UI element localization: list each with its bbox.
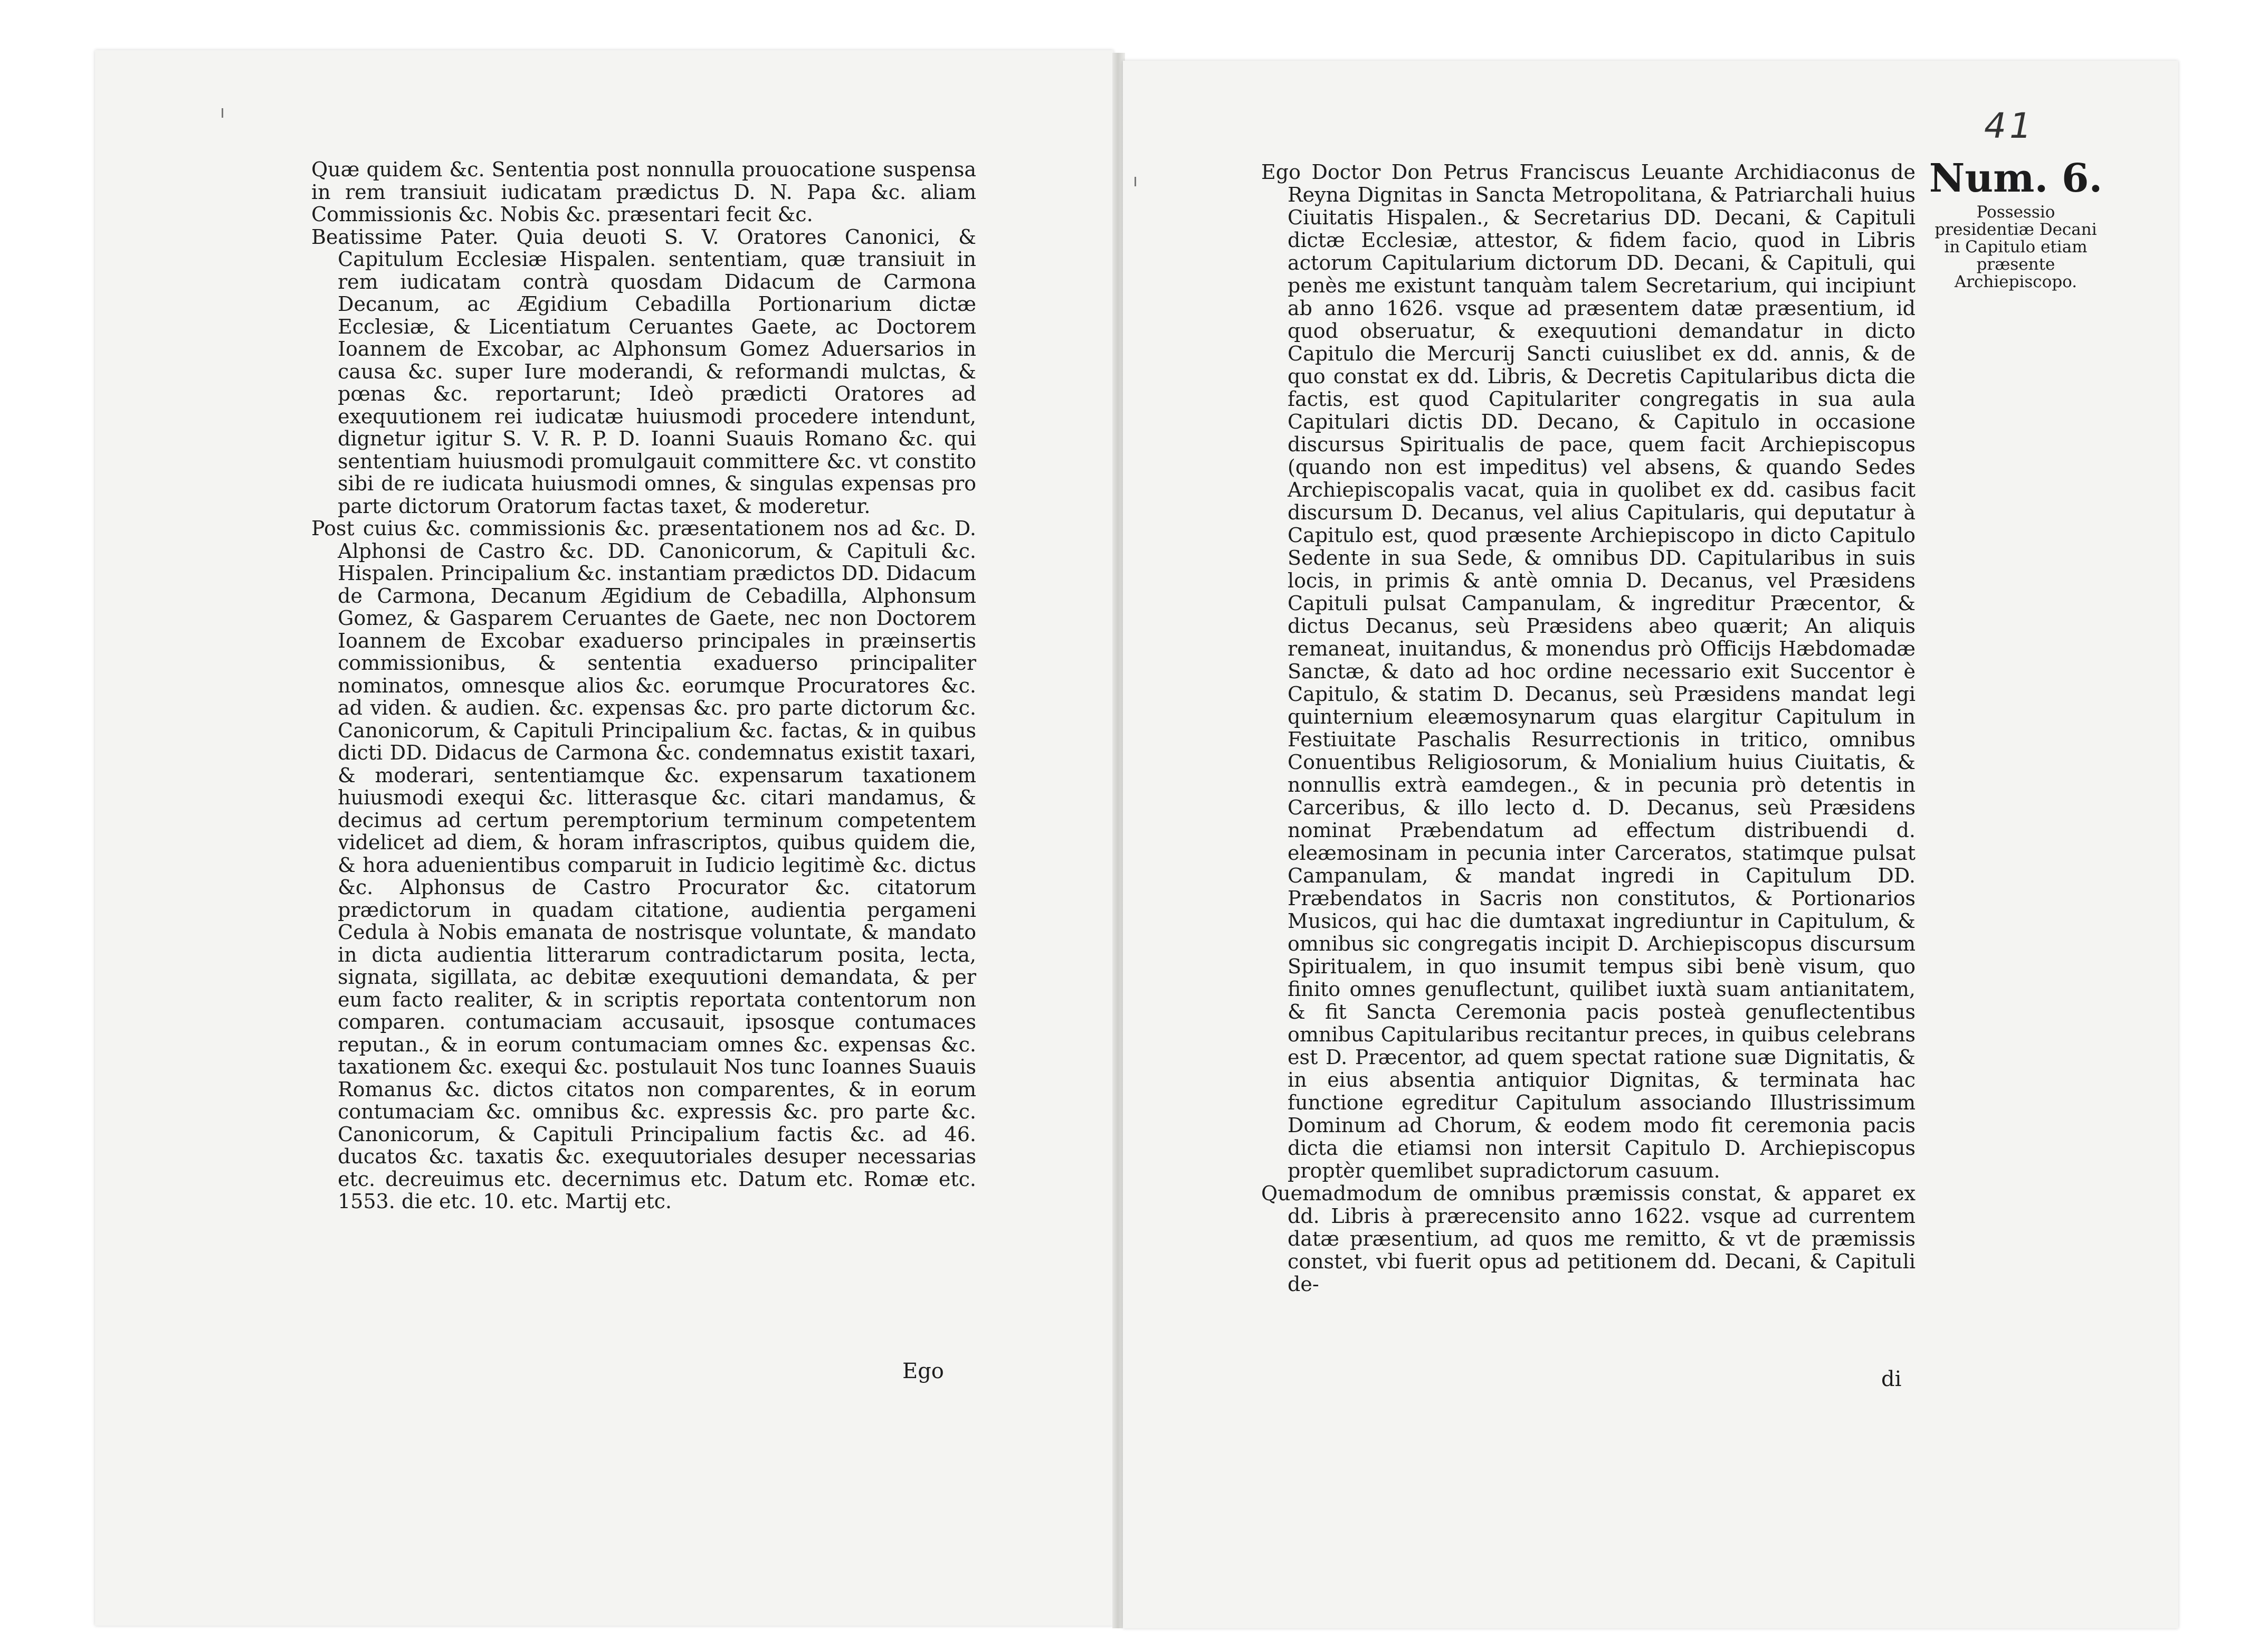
- folio-number: 41: [1984, 106, 2035, 146]
- right-paragraph-2: Quemadmodum de omnibus præmissis constat, & apparet ex dd. Libris à prærecensito anno 1622. vsque ad currentem datæ præsentium, ad quos me remitto, & vt de præmissis constet, vbi fuerit opus ad petitionem dd. Decani, & Capituli de-: [1261, 1182, 1916, 1296]
- right-text-column: [1261, 161, 1916, 1296]
- left-text-column: [311, 158, 976, 1213]
- page-mark: [1135, 177, 1136, 186]
- margin-note: [1929, 157, 2103, 291]
- left-catchword: Ego: [902, 1359, 944, 1383]
- right-paragraph-1: Ego Doctor Don Petrus Franciscus Leuante Archidiaconus de Reyna Dignitas in Sancta Metropolitana, & Patriarchali huius Ciuitatis Hispalen., & Secretarius DD. Decani, & Capituli dictæ Ecclesiæ, attestor, & fidem facio, quod in Libris actorum Capitularium dictorum DD. Decani, & Capituli, qui penès me existunt tanquàm talem Secretarium, qui incipiunt ab anno 1626. vsque ad præsentem datæ præsentium, id quod obseruatur, & exequutioni demandatur in dicto Capitulo die Mercurij Sancti cuiuslibet ex dd. annis, & de quo constat ex dd. Libris, & Decretis Capitularibus dicta die factis, est quod Capitulariter congregatis in sua aula Capitulari dictis DD. Decano, & Capitulo in occasione discursus Spiritualis de pace, quem facit Archiepiscopus (quando non est impeditus) vel absens, & quando Sedes Archiepiscopalis vacat, quia in quolibet ex dd. casibus facit discursum D. Decanus, vel alius Capitularis, qui deputatur à Capitulo est, quod præsente Archiepiscopo in dicto Capitulo Sedente in sua Sede, & omnibus DD. Capitularibus in suis locis, in primis & antè omnia D. Decanus, vel Præsidens Capituli pulsat Campanulam, & ingreditur Præcentor, & dictus Decanus, seù Præsidens abeo quærit; An aliquis remaneat, inuitandus, & monendus prò Officijs Hæbdomadæ Sanctæ, & dato ad hoc ordine necessario exit Succentor è Capitulo, & statim D. Decanus, seù Præsidens mandat legi quinternium eleæmosynarum quas elargitur Capitulum in Festiuitate Paschalis Resurrectionis in tritico, omnibus Conuentibus Religiosorum, & Monialium huius Ciuitatis, & nonnullis extrà eamdegen., & in pecunia prò detentis in Carceribus, & illo lecto d. D. Decanus, seù Præsidens nominat Præbendatum ad effectum distribuendi d. eleæmosinam in pecunia inter Carceratos, statimque pulsat Campanulam, & mandat ingredi in Capitulum DD. Præbendatos in Sacris non constitutos, & Portionarios Musicos, qui hac die dumtaxat ingrediuntur in Capitulum, & omnibus sic congregatis incipit D. Archiepiscopus discursum Spiritualem, in quo insumit tempus sibi benè visum, quo finito omnes genuflectunt, quilibet iuxtà suam antianitatem, & fit Sancta Ceremonia pacis posteà genuflectentibus omnibus Capitularibus recitantur preces, in quibus celebrans est D. Præcentor, ad quem spectat ratione suæ Dignitatis, & in eius absentia antiquior Dignitas, & terminata hac functione egreditur Capitulum associando Illustrissimum Dominum ad Chorum, & eodem modo fit ceremonia pacis dicta die etiamsi non intersit Capitulo D. Archiepiscopus proptèr quemlibet supradictorum casuum.: [1261, 160, 1916, 1182]
- left-paragraph-2: Beatissime Pater. Quia deuoti S. V. Oratores Canonici, & Capitulum Ecclesiæ Hispalen. sententiam, quæ transiuit in rem iudicatam contrà quosdam Didacum de Carmona Decanum, ac Ægidium Cebadilla Portionarium dictæ Ecclesiæ, & Licentiatum Ceruantes Gaete, ac Doctorem Ioannem de Excobar, ac Alphonsum Gomez Aduersarios in causa &c. super Iure moderandi, & reformandi mulctas, & pœnas &c. reportarunt; Ideò prædicti Oratores ad exequutionem rei iudicatæ huiusmodi procedere intendunt, dignetur igitur S. V. R. P. D. Ioanni Suauis Romano &c. qui sententiam huiusmodi promulgauit committere &c. vt constito sibi de re iudicata huiusmodi omnes, & singulas expensas pro parte dictorum Oratorum factas taxet, & moderetur.: [311, 225, 976, 518]
- left-paragraph-1: Quæ quidem &c. Sententia post nonnulla prouocatione suspensa in rem transiuit iudicatam prædictus D. N. Papa &c. aliam Commissionis &c. Nobis &c. præsentari fecit &c.: [311, 158, 976, 226]
- page-mark: [222, 108, 223, 118]
- left-paragraph-3: Post cuius &c. commissionis &c. præsentationem nos ad &c. D. Alphonsi de Castro &c. DD. Canonicorum, & Capituli &c. Hispalen. Principalium &c. instantiam prædictos DD. Didacum de Carmona, Decanum Ægidium de Cebadilla, Alphonsum Gomez, & Gasparem Ceruantes de Gaete, nec non Doctorem Ioannem de Excobar exaduerso principales in præinsertis commissionibus, & sententia exaduerso principaliter nominatos, omnesque alios &c. eorumque Procuratores &c. ad viden. & audien. &c. expensas &c. pro parte dictorum &c. Canonicorum, & Capituli Principalium &c. factas, & in quibus dicti DD. Didacus de Carmona &c. condemnatus existit taxari, & moderari, sententiamque &c. expensarum taxationem huiusmodi exequi &c. litterasque &c. citari mandamus, & decimus ad certum peremptorium terminum competentem videlicet ad diem, & horam infrascriptos, quibus quidem die, & hora aduenientibus comparuit in Iudicio legitimè &c. dictus &c. Alphonsus de Castro Procurator &c. citatorum prædictorum in quadam citatione, audientia pergameni Cedula à Nobis emanata de nostrisque voluntate, & mandato in dicta audientia litterarum contradictarum posita, lecta, signata, sigillata, ac debitæ exequutioni demandata, & per eum facto realiter, & in scriptis reportata contentorum non comparen. contumaciam accusauit, ipsosque contumaces reputan., & in eorum contumaciam omnes &c. expensas &c. taxationem &c. exequi &c. postulauit Nos tunc Ioannes Suauis Romanus &c. dictos citatos non comparentes, & in eorum contumaciam &c. omnibus &c. expressis &c. pro parte &c. Canonicorum, & Capituli Principalium factis &c. ad 46. ducatos &c. taxatis &c. exequutoriales desuper necessarias etc. decreuimus etc. decernimus etc. Datum etc. Romæ etc. 1553. die etc. 10. etc. Martij etc.: [311, 517, 976, 1213]
- margin-note-heading: Num. 6.: [1929, 156, 2103, 201]
- margin-note-text: Possessio presidentiæ Decani in Capitulo etiam præsente Archiepiscopo.: [1935, 203, 2097, 291]
- right-catchword: di: [1881, 1367, 1902, 1391]
